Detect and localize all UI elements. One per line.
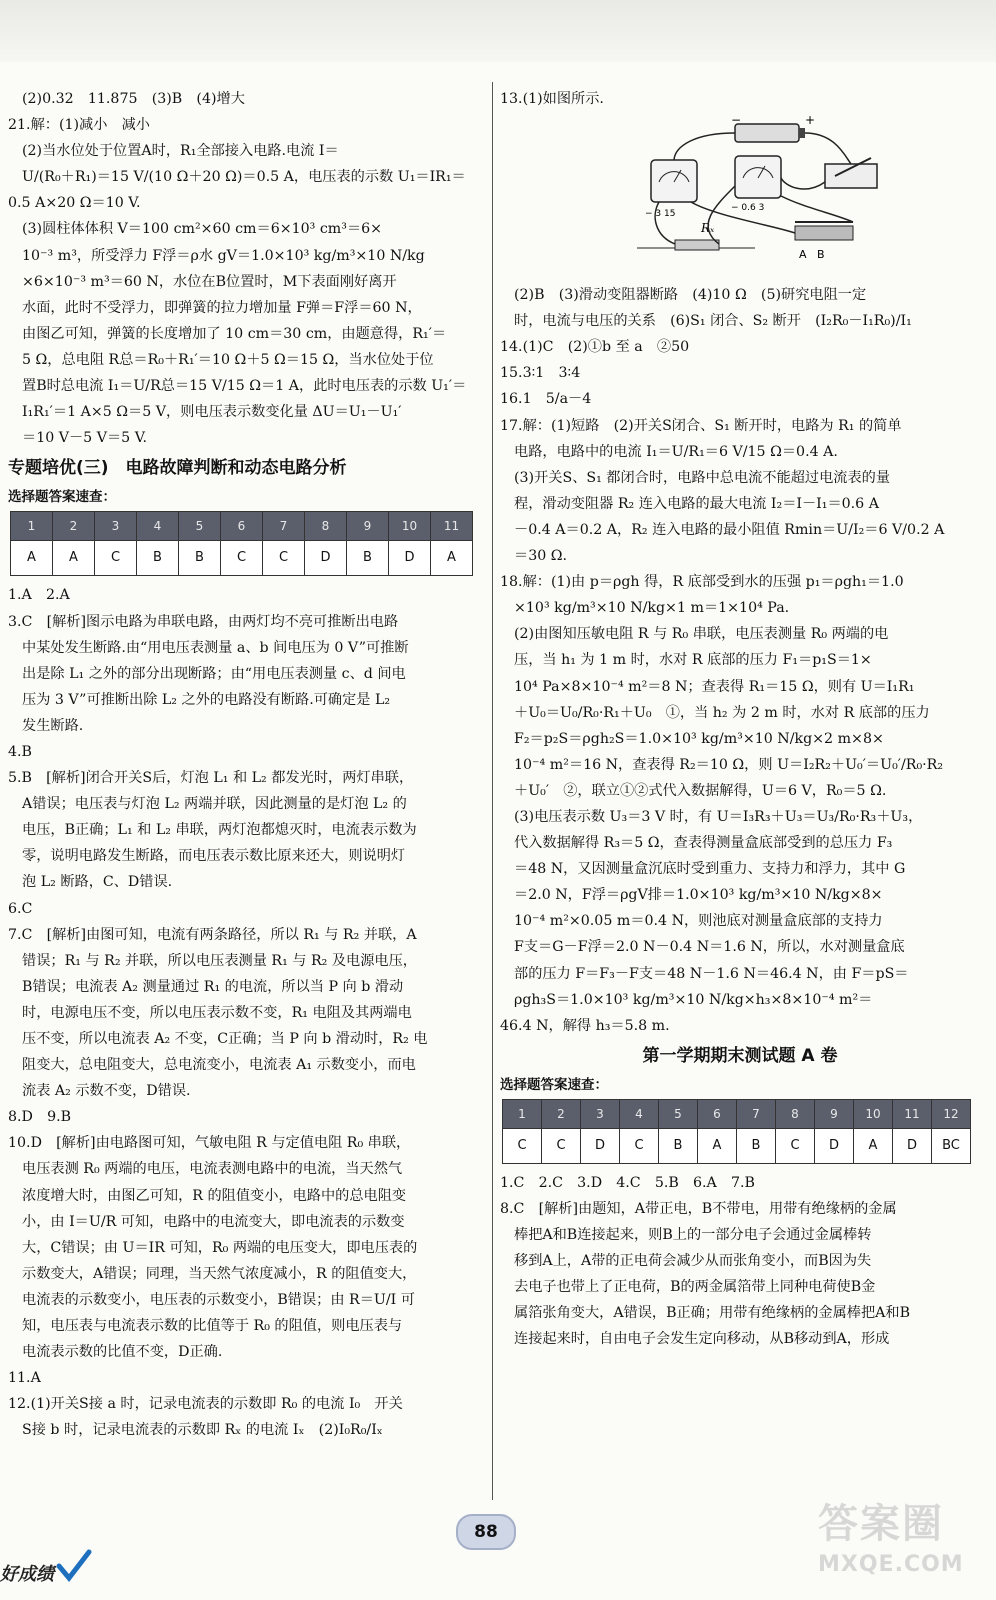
answer-cell: D [305,541,347,576]
answer-cell: A [11,541,53,576]
text-line: ρgh₃S＝1.0×10³ kg/m³×10 N/kg×h₃×8×10⁻⁴ m²＝ [514,991,873,1008]
question-number-cell: 11 [431,512,473,541]
text-line: 大，C错误；由 U＝IR 可知，R₀ 两端的电压变大，即电压表的 [22,1239,418,1256]
text-line: 7.C [解析]由图可知，电流有两条路径，所以 R₁ 与 R₂ 并联，A [8,926,417,943]
answer-cell: A [53,541,95,576]
battery-plus-label: + [805,116,816,128]
text-line: 发生断路. [22,717,84,734]
question-number-cell: 8 [776,1099,815,1128]
text-line: 12.(1)开关S接 a 时，记录电流表的示数即 R₀ 的电流 I₀ 开关 [8,1396,403,1413]
text-line: 小，由 I＝U/R 可知，电路中的电流变大，即电流表的示数变 [22,1213,405,1230]
text-line: (3)圆柱体体积 V＝100 cm²×60 cm＝6×10³ cm³＝6× [22,221,383,238]
text-line: 程，滑动变阻器 R₂ 连入电路的最大电流 I₂＝I－I₁＝0.6 A [514,495,879,512]
battery-icon [735,124,799,142]
text-line: －0.4 A＝0.2 A，R₂ 连入电路的最小阻值 Rmin＝U/I₂＝6 V/0.2 A [514,521,945,538]
text-line: 棒把A和B连接起来，则B上的一部分电子会通过金属棒转 [514,1227,872,1244]
text-line: B错误；电流表 A₂ 测量通过 R₁ 的电流，所以当 P 向 b 滑动 [22,978,404,995]
text-line: ＝2.0 N，F浮＝ρgV排＝1.0×10³ kg/m³×10 N/kg×8× [514,887,883,904]
text-line: 移到A上，A带的正电荷会减少从而张角变小，而B因为失 [514,1253,872,1270]
answer-cell: D [893,1128,932,1163]
text-line: ×6×10⁻³ m³＝60 N，水位在B位置时，M下表面刚好离开 [22,273,397,290]
question-number-cell: 1 [11,512,53,541]
question-number-cell: 2 [542,1099,581,1128]
text-line: 电压表测 R₀ 两端的电压，电流表测电路中的电流，当天然气 [22,1161,403,1178]
question-number-cell: 10 [854,1099,893,1128]
question-number-cell: 9 [347,512,389,541]
answer-cell: B [737,1128,776,1163]
answer-cell: C [95,541,137,576]
text-line: 示数变大，A错误；同理，当天然气浓度减小，R 的阻值变大， [22,1265,417,1282]
section-title: 第一学期期末测试题 A 卷 [642,1045,838,1066]
circuit-diagram [635,116,965,276]
answer-cell: A [698,1128,737,1163]
question-number-cell: 6 [221,512,263,541]
watermark-en: MXQE.COM [818,1552,964,1577]
rheostat-icon [795,226,853,240]
text-line: (3)电压表示数 U₃＝3 V 时，有 U＝I₃R₃＋U₃＝U₃/R₀·R₃＋U₃， [514,808,923,825]
text-line: 21.解：(1)减小 减小 [8,117,150,134]
text-line: ＝48 N，又因测量盒沉底时受到重力、支持力和浮力，其中 G [514,861,906,878]
answer-cell: BC [932,1128,971,1163]
answer-cell: C [503,1128,542,1163]
text-line: 10.D [解析]由电路图可知，气敏电阻 R 与定值电阻 R₀ 串联， [8,1135,411,1152]
text-line: 5.B [解析]闭合开关S后，灯泡 L₁ 和 L₂ 都发光时，两灯串联， [8,770,414,787]
text-line: 8.D 9.B [8,1109,72,1126]
text-line: 13.(1)如图所示. [500,91,604,107]
text-line: 电流表示数的比值不变，D正确. [22,1344,223,1361]
resistor-rx-label: Rₓ [701,221,715,236]
question-number-cell: 7 [737,1099,776,1128]
text-line: 去电子也带上了正电荷，B的两金属箔带上同种电荷使B金 [514,1279,876,1296]
question-number-cell: 12 [932,1099,971,1128]
text-line: 时，电流与电压的关系 (6)S₁ 闭合、S₂ 断开 (I₂R₀－I₁R₀)/I₁ [514,313,912,330]
circuit-figure [635,116,965,276]
text-line: 部的压力 F＝F₃－F支＝48 N－1.6 N＝46.4 N，由 F＝pS＝ [514,965,909,982]
text-line: 10⁻⁴ m²＝16 N，查表得 R₂＝10 Ω，则 U＝I₂R₂＋U₀′＝U₀′/R₀·R₂ [514,756,944,773]
text-line: ＝30 Ω. [514,548,568,565]
text-line: (2)当水位处于位置A时，R₁全部接入电路.电流 I＝ [22,143,339,160]
text-line: 1.A 2.A [8,587,70,604]
text-line: I₁R₁′＝1 A×5 Ω＝5 V，则电压表示数变化量 ΔU＝U₁－U₁′ [22,404,402,421]
text-line: 16.1 5/a－4 [500,391,592,408]
answer-label: 选择题答案速查： [8,489,116,506]
text-line: 14.(1)C (2)①b 至 a ②50 [500,339,690,356]
text-line: 18.解：(1)由 p＝ρgh 得，R 底部受到水的压强 p₁＝ρgh₁＝1.0 [500,574,904,591]
question-number-cell: 1 [503,1099,542,1128]
text-line: 出是除 L₁ 之外的部分出现断路；由“用电压表测量 c、d 间电 [22,665,406,682]
battery-minus-label: − [731,116,742,128]
question-number-cell: 10 [389,512,431,541]
answer-cell: B [137,541,179,576]
ammeter-icon [735,156,781,198]
text-line: 15.3∶1 3∶4 [500,365,581,382]
brand-logo-text: 好成绩 [0,1564,54,1585]
text-line: 泡 L₂ 断路，C、D错误. [22,874,173,891]
text-line: (3)开关S、S₁ 都闭合时，电路中总电流不能超过电流表的量 [514,469,891,486]
text-line: 10⁻³ m³，所受浮力 F浮＝ρ水 gV＝1.0×10³ kg/m³×10 N/kg [22,247,425,264]
text-line: (2)B (3)滑动变阻器断路 (4)10 Ω (5)研究电阻一定 [514,287,867,304]
answer-cell: D [389,541,431,576]
answer-cell: A [431,541,473,576]
answer-cell: B [659,1128,698,1163]
text-line: 连接起来时，自由电子会发生定向移动，从B移动到A，形成 [514,1331,890,1348]
text-line: (2)0.32 11.875 (3)B (4)增大 [22,91,245,107]
question-number-cell: 2 [53,512,95,541]
voltmeter-scale-label: − 3 15 [645,209,676,220]
answer-table [10,511,473,576]
text-line: (2)由图知压敏电阻 R 与 R₀ 串联，电压表测量 R₀ 两端的电 [514,626,889,643]
text-line: 压不变，所以电流表 A₂ 不变，C正确；当 P 向 b 滑动时，R₂ 电 [22,1031,428,1047]
text-line: 3.C [解析]图示电路为串联电路，由两灯均不亮可推断出电路 [8,613,399,630]
text-line: 6.C [8,900,33,917]
text-line: 电路，电路中的电流 I₁＝U/R₁＝6 V/15 Ω＝0.4 A. [514,443,838,460]
text-line: U/(R₀＋R₁)＝15 V/(10 Ω＋20 Ω)＝0.5 A，电压表的示数 U₁＝IR₁＝ [22,169,466,186]
text-line: 10⁴ Pa×8×10⁻⁴ m²＝8 N；查表得 R₁＝15 Ω，则有 U＝I₁R₁ [514,678,915,695]
rheostat-a-label: A [799,248,807,262]
text-line: 中某处发生断路.由“用电压表测量 a、b 间电压为 0 V”可推断 [22,639,409,656]
answer-cell: C [263,541,305,576]
question-number-cell: 9 [815,1099,854,1128]
question-number-cell: 6 [698,1099,737,1128]
text-line: 电流表的示数变小，电压表的示数变小，B错误；由 R＝U/I 可 [22,1291,415,1308]
answer-cell: C [542,1128,581,1163]
text-line: 知，电压表与电流表示数的比值等于 R₀ 的阻值，则电压表与 [22,1318,403,1335]
answer-cell: D [815,1128,854,1163]
answer-table [502,1099,971,1164]
page-top-shade [0,0,996,62]
resistor-icon [675,240,719,250]
rheostat-b-label: B [817,248,825,262]
text-line: ＝10 V－5 V＝5 V. [22,430,147,447]
text-line: F支＝G－F浮＝2.0 N－0.4 N＝1.6 N，所以，水对测量盒底 [514,939,905,956]
text-line: 4.B [8,743,32,760]
question-number-cell: 7 [263,512,305,541]
text-line: 时，电源电压不变，所以电压表示数不变，R₁ 电阻及其两端电 [22,1004,412,1021]
text-line: 1.C 2.C 3.D 4.C 5.B 6.A 7.B [500,1174,755,1191]
watermark [818,1498,978,1590]
text-line: 浓度增大时，由图乙可知，R 的阻值变小，电路中的总电阻变 [22,1187,407,1204]
question-number-cell: 8 [305,512,347,541]
text-line: ×10³ kg/m³×10 N/kg×1 m＝1×10⁴ Pa. [514,600,790,617]
text-line: 由图乙可知，弹簧的长度增加了 10 cm＝30 cm，由题意得，R₁′＝ [22,325,447,342]
text-line: 压，当 h₁ 为 1 m 时，水对 R 底部的压力 F₁＝p₁S＝1× [514,652,872,669]
question-number-cell: 3 [581,1099,620,1128]
answer-cell: C [776,1128,815,1163]
text-line: 属箔张角变大，A错误，B正确；用带有绝缘柄的金属棒把A和B [514,1305,911,1322]
text-line: ＋U₀＝U₀/R₀·R₁＋U₀ ①，当 h₂ 为 2 m 时，水对 R 底部的压力 [514,704,930,721]
answer-cell: C [221,541,263,576]
text-line: 压为 3 V”可推断出除 L₂ 之外的电路没有断路.可确定是 L₂ [22,691,391,708]
text-line: 水面，此时不受浮力，即弹簧的拉力增加量 F弹＝F浮＝60 N， [22,299,422,316]
answer-cell: B [179,541,221,576]
question-number-cell: 3 [95,512,137,541]
question-number-cell: 11 [893,1099,932,1128]
text-line: 置B时总电流 I₁＝U/R总＝15 V/15 Ω＝1 A，此时电压表的示数 U₁′＝ [22,378,467,395]
text-line: 阻变大，总电阻变大，总电流变小，电流表 A₁ 示数变小，而电 [22,1057,416,1074]
answer-cell: A [854,1128,893,1163]
text-line: 11.A [8,1370,41,1387]
section-title: 专题培优(三) 电路故障判断和动态电路分析 [8,458,347,479]
text-line: S接 b 时，记录电流表的示数即 Rₓ 的电流 Iₓ (2)I₀R₀/Iₓ [22,1422,383,1439]
answer-label: 选择题答案速查： [500,1076,608,1093]
text-line: 46.4 N，解得 h₃＝5.8 m. [500,1017,670,1034]
voltmeter-icon [651,160,697,202]
text-line: 电压，B正确；L₁ 和 L₂ 串联，两灯泡都熄灭时，电流表示数为 [22,822,417,839]
column-divider [492,82,493,1500]
page-number: 88 [456,1514,516,1550]
watermark-cn: 答案圈 [818,1501,944,1547]
right-column [500,86,980,1353]
answer-cell: B [347,541,389,576]
text-line: ＋U₀′ ②，联立①②式代入数据解得，U＝6 V，R₀＝5 Ω. [514,782,887,799]
text-line: 0.5 A×20 Ω＝10 V. [8,195,141,212]
answer-cell: D [581,1128,620,1163]
text-line: F₂＝p₂S＝ρgh₂S＝1.0×10³ kg/m³×10 N/kg×2 m×8× [514,730,884,747]
text-line: 17.解：(1)短路 (2)开关S闭合、S₁ 断开时，电路为 R₁ 的简单 [500,417,902,434]
text-line: 零，说明电路发生断路，而电压表示数比原来还大，则说明灯 [22,848,406,865]
question-number-cell: 4 [620,1099,659,1128]
checkmark-icon [56,1548,92,1584]
text-line: A错误；电压表与灯泡 L₂ 两端并联，因此测量的是灯泡 L₂ 的 [22,796,407,813]
text-line: 8.C [解析]由题知，A带正电，B不带电，用带有绝缘柄的金属 [500,1201,897,1217]
question-number-cell: 5 [179,512,221,541]
question-number-cell: 5 [659,1099,698,1128]
ammeter-scale-label: − 0.6 3 [731,203,765,214]
text-line: 5 Ω，总电阻 R总＝R₀＋R₁′＝10 Ω＋5 Ω＝15 Ω，当水位处于位 [22,351,434,368]
text-line: 10⁻⁴ m²×0.05 m＝0.4 N，则池底对测量盒底部的支持力 [514,913,883,930]
answer-cell: C [620,1128,659,1163]
left-column [8,86,484,1444]
text-line: 流表 A₂ 示数不变，D错误. [22,1083,191,1100]
text-line: 错误；R₁ 与 R₂ 并联，所以电压表测量 R₁ 与 R₂ 及电源电压， [22,952,417,969]
question-number-cell: 4 [137,512,179,541]
text-line: 代入数据解得 R₃＝5 Ω，查表得测量盒底部受到的总压力 F₃ [514,835,893,852]
